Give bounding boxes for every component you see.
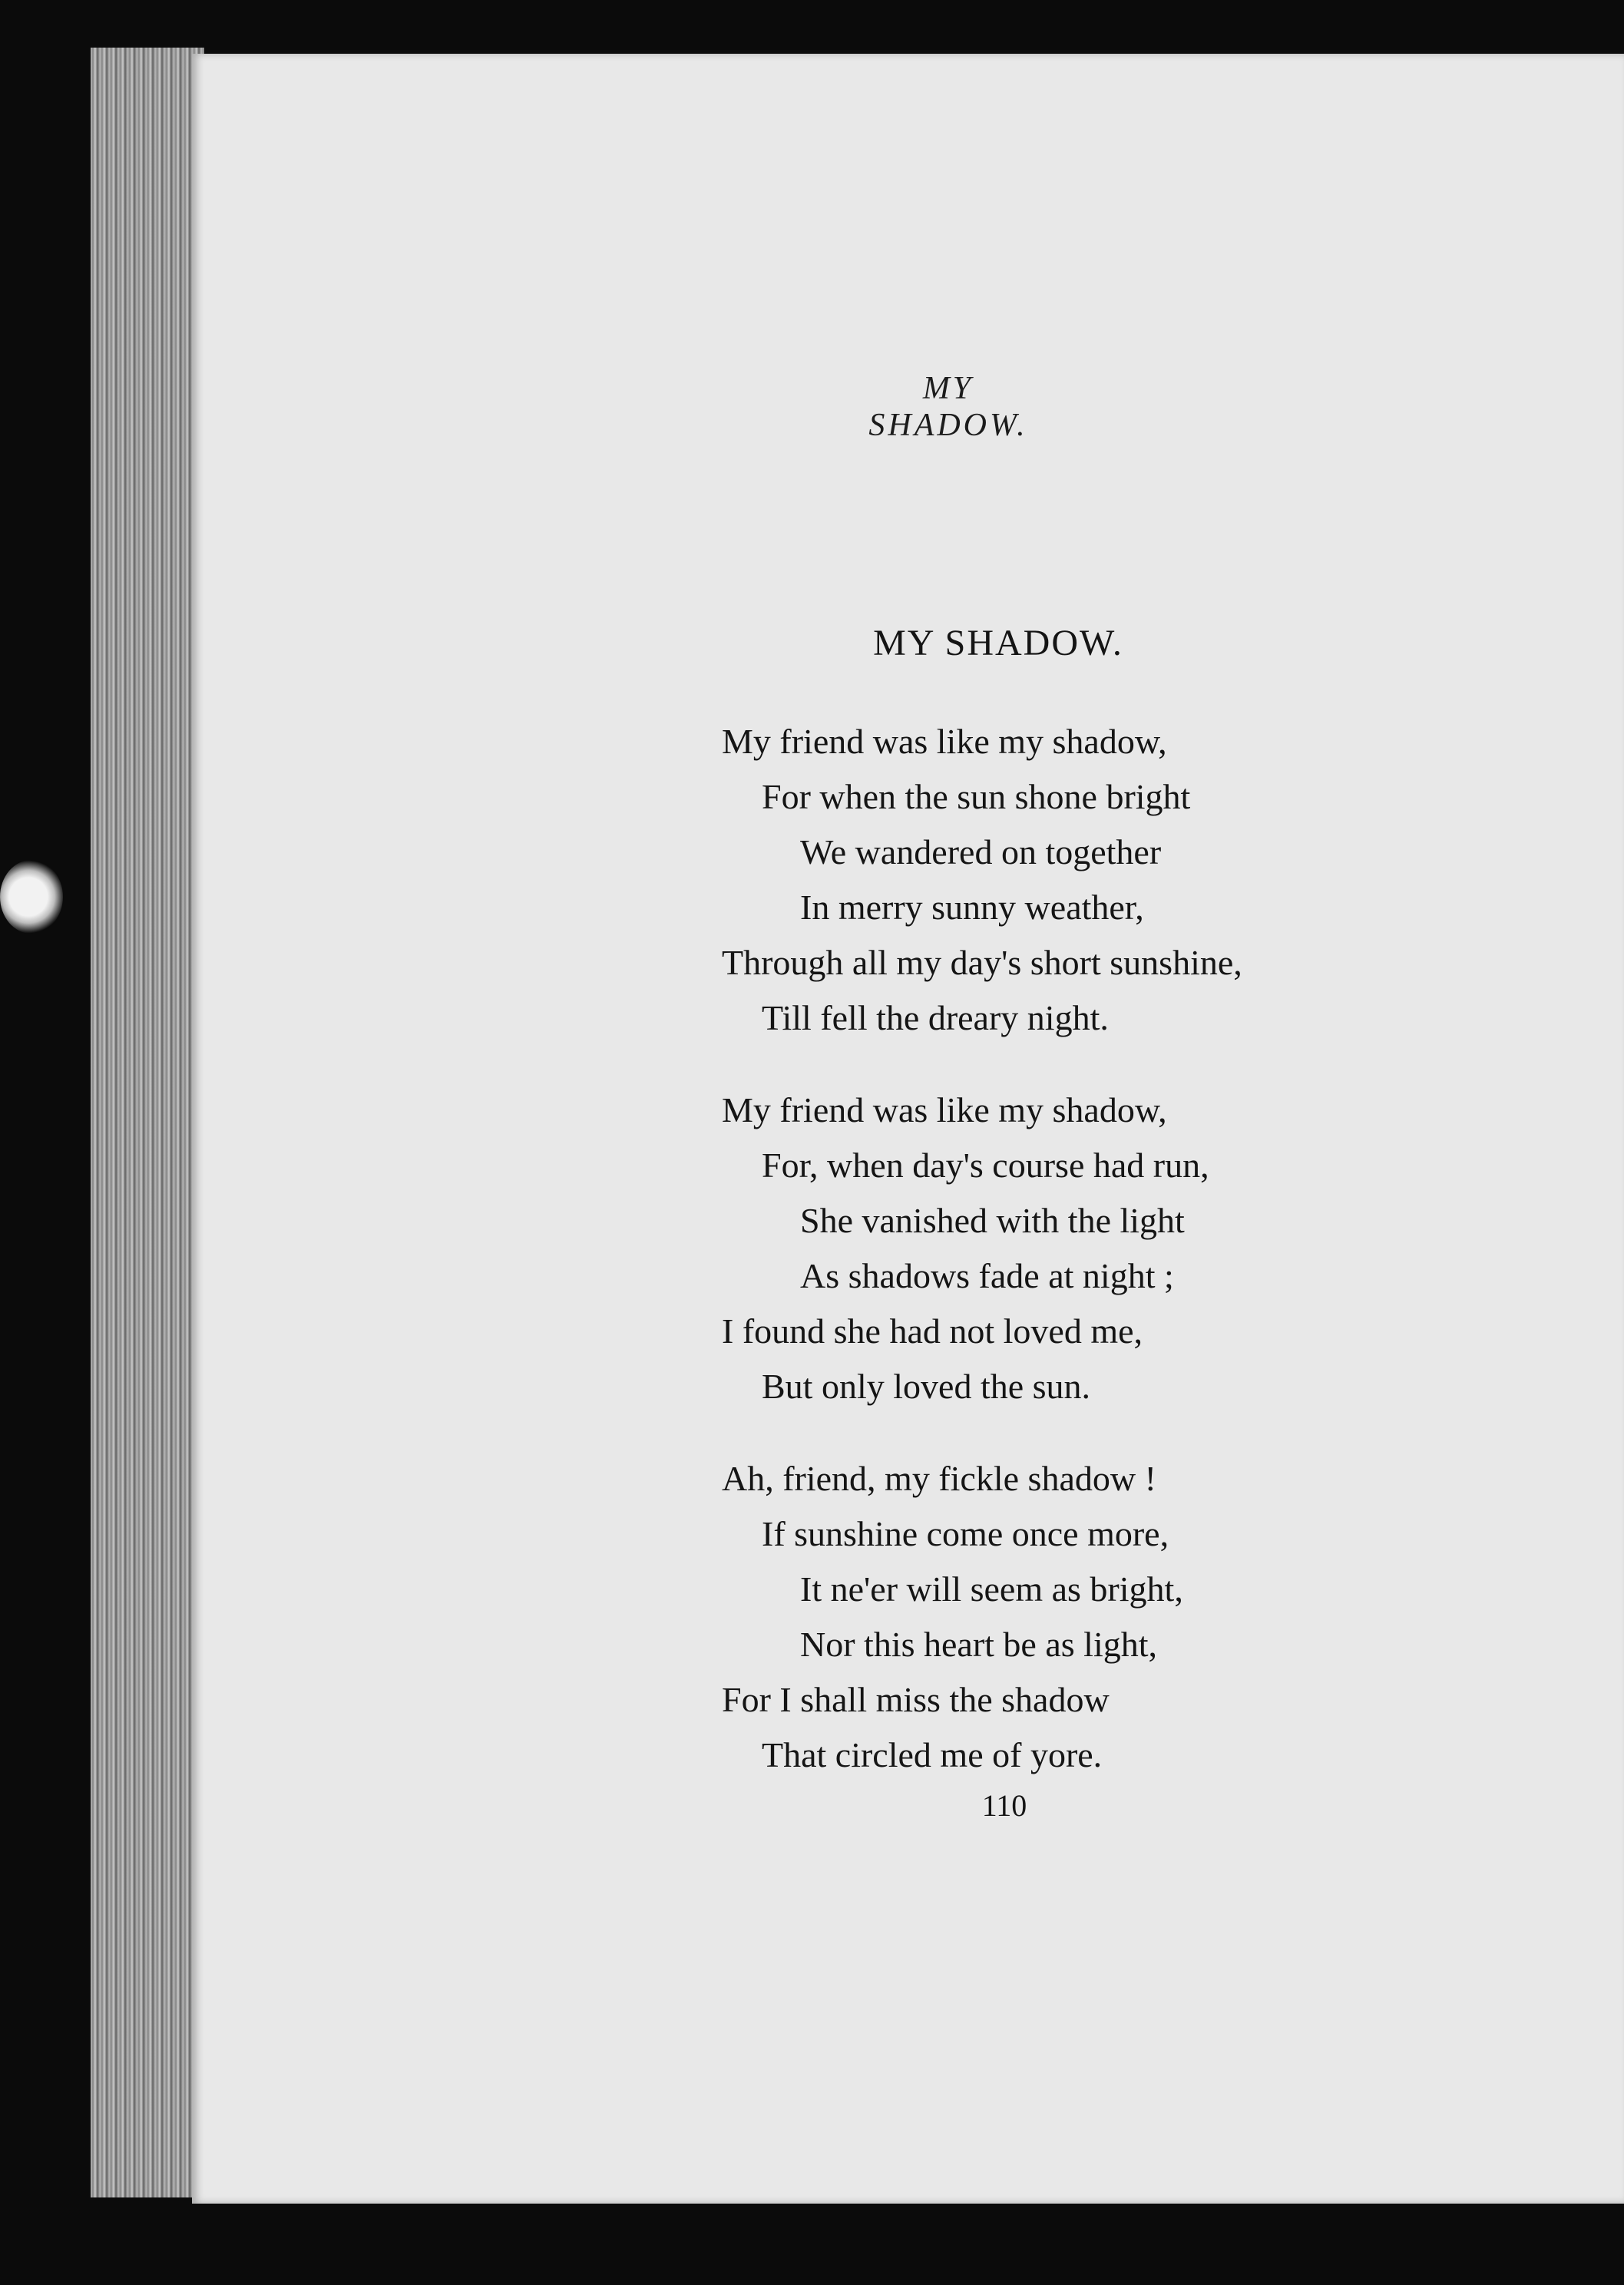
poem-body (722, 714, 1242, 1783)
poem-line: My friend was like my shadow, (722, 1090, 1167, 1129)
book-spine (91, 48, 204, 2197)
poem-line: If sunshine come once more, (762, 1514, 1169, 1553)
poem-line: For, when day's course had run, (762, 1146, 1209, 1185)
poem-line: We wandered on together (800, 832, 1162, 871)
scan-artifact (0, 860, 63, 934)
poem-line: But only loved the sun. (762, 1367, 1091, 1406)
poem-line: My friend was like my shadow, (722, 722, 1167, 761)
poem-line: It ne'er will seem as bright, (800, 1569, 1183, 1609)
page-number: 110 (981, 1788, 1027, 1823)
poem-line: I found she had not loved me, (722, 1311, 1143, 1351)
poem-line: In merry sunny weather, (800, 888, 1144, 927)
poem-line: As shadows fade at night ; (800, 1256, 1174, 1295)
poem-line: Till fell the dreary night. (762, 998, 1109, 1037)
poem-title: MY SHADOW. (873, 623, 1123, 663)
stanza (722, 714, 1242, 1046)
poem-line: For when the sun shone bright (762, 777, 1191, 816)
stanza-break (722, 1414, 1242, 1451)
stanza (722, 1451, 1242, 1783)
running-head: MY SHADOW. (868, 371, 1028, 443)
stanza (722, 1083, 1242, 1414)
poem-line: That circled me of yore. (762, 1735, 1103, 1774)
poem-line: She vanished with the light (800, 1201, 1185, 1240)
poem-line: Through all my day's short sunshine, (722, 943, 1242, 982)
poem-line: For I shall miss the shadow (722, 1680, 1110, 1719)
poem-line: Ah, friend, my fickle shadow ! (722, 1459, 1156, 1498)
poem-line: Nor this heart be as light, (800, 1625, 1158, 1664)
stanza-break (722, 1046, 1242, 1083)
